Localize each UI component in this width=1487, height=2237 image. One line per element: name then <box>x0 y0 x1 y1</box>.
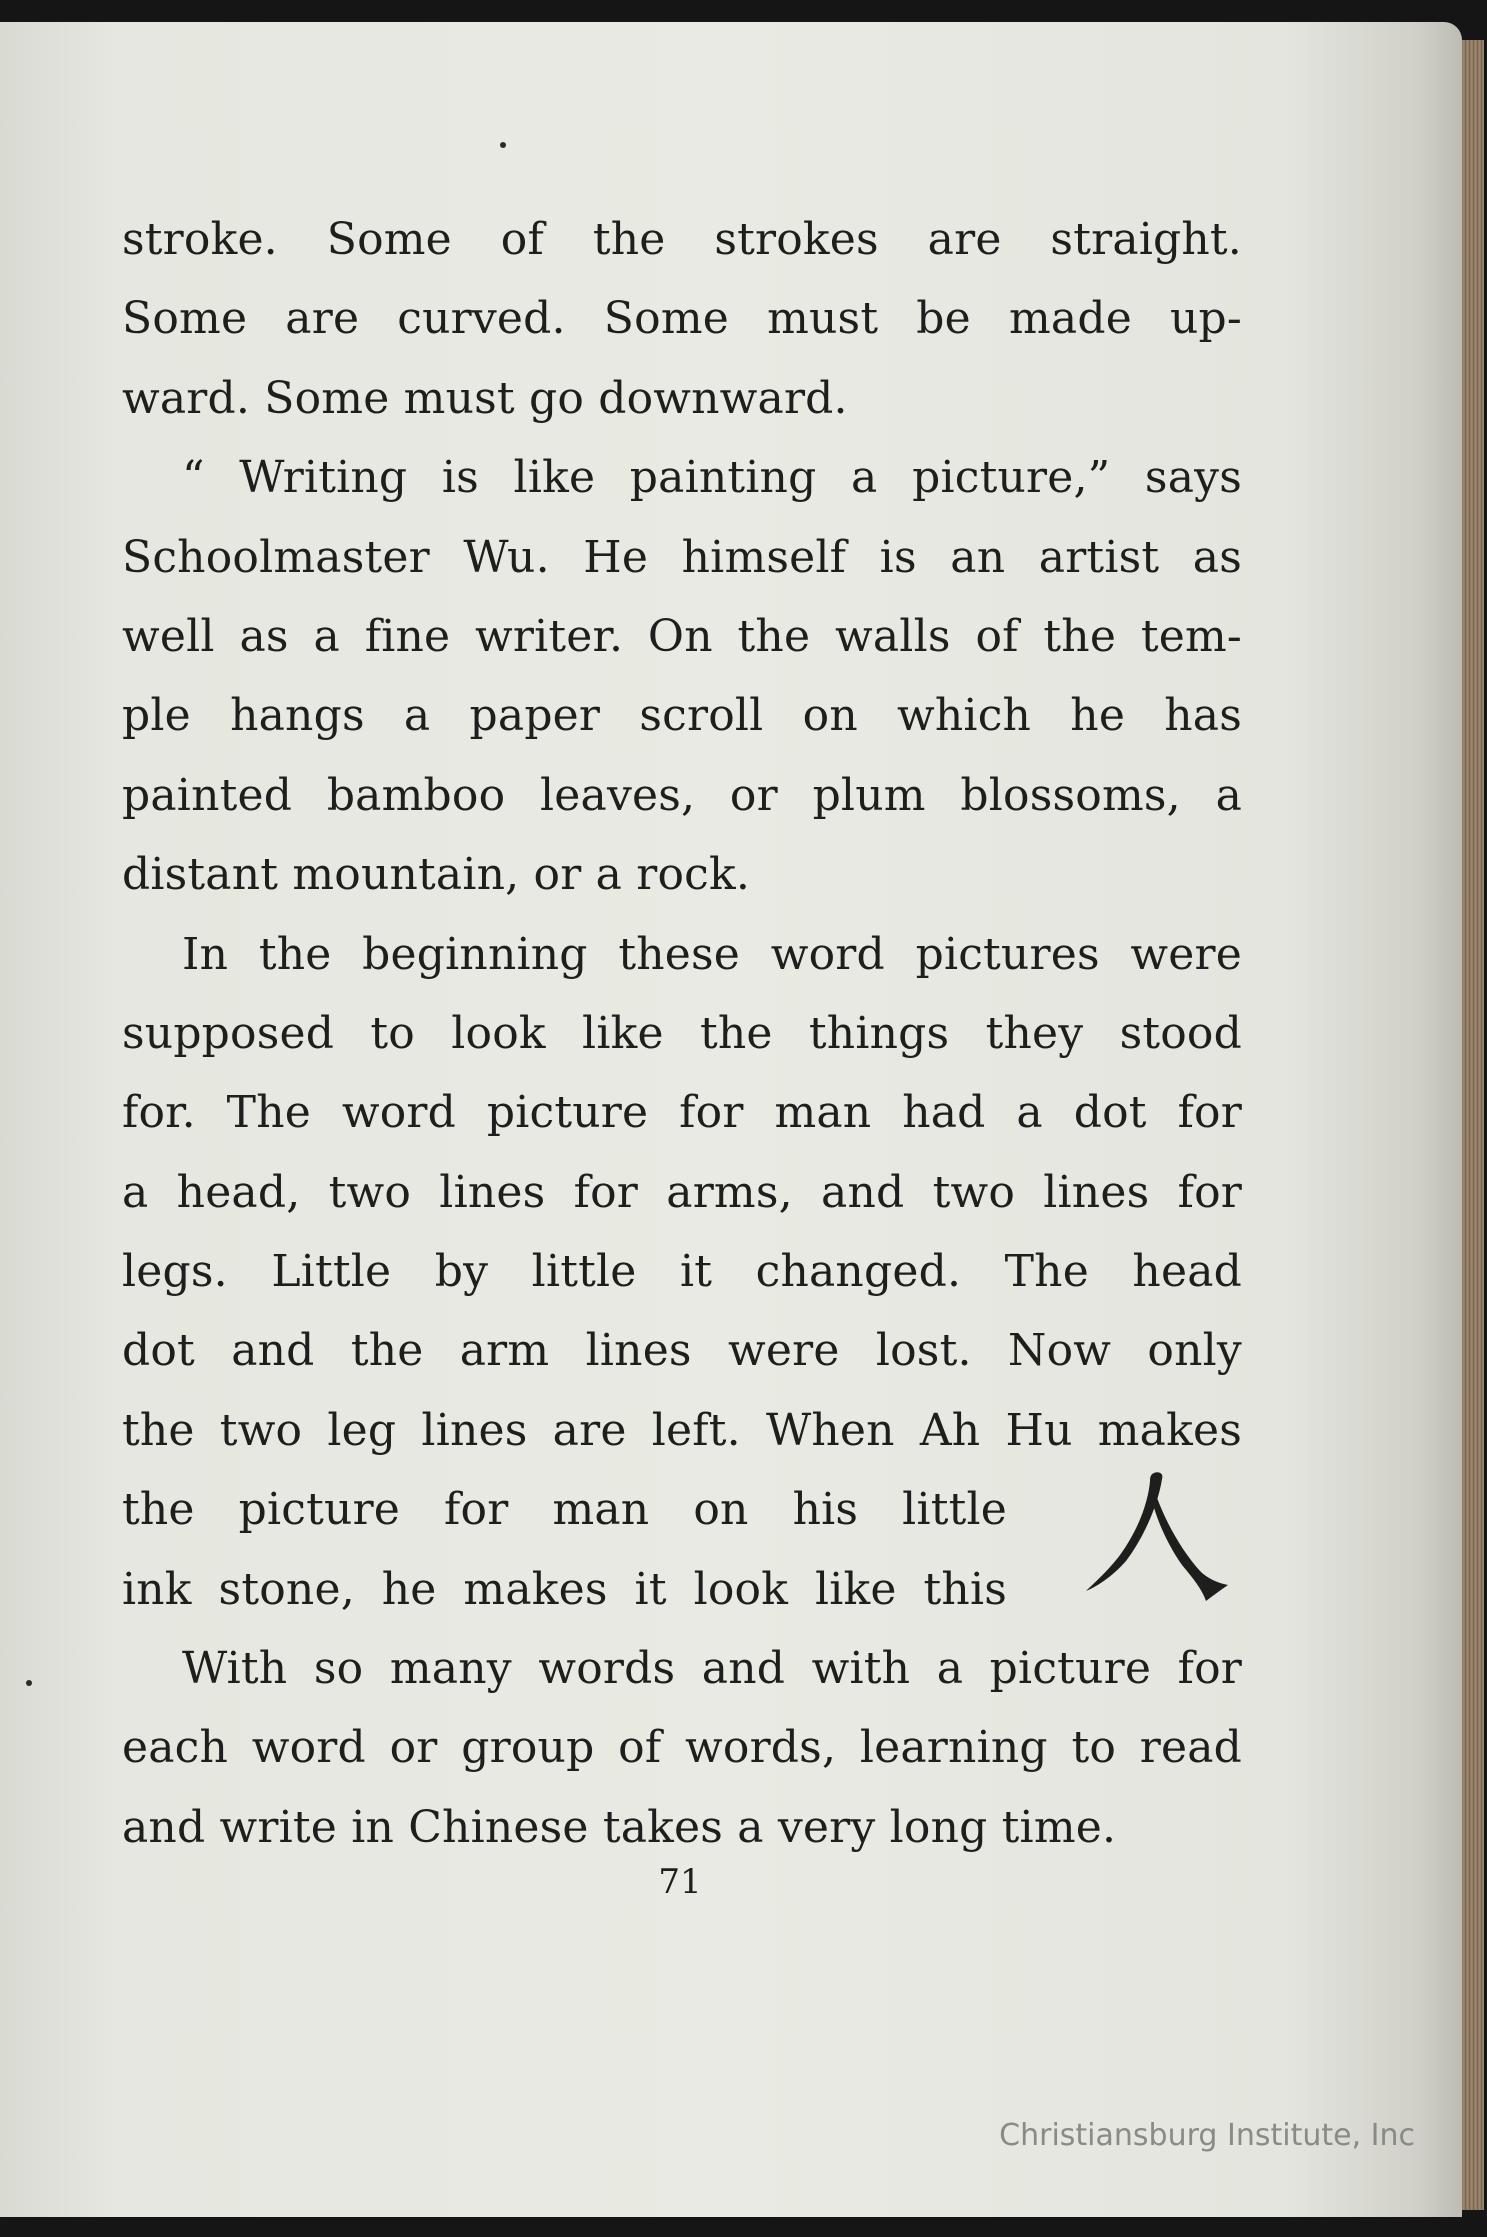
text-line: In the beginning these word pictures were <box>182 928 1242 980</box>
text-line: for. The word picture for man had a dot for <box>122 1087 1242 1139</box>
text-line: ward. Some must go downward. <box>122 372 848 424</box>
text-line: the picture for man on his little <box>122 1484 1007 1536</box>
text-line: stroke. Some of the strokes are straight. <box>122 214 1242 265</box>
text-line: and write in Chinese takes a very long time. <box>122 1801 1117 1853</box>
text-line: well as a fine writer. On the walls of the tem- <box>122 610 1242 662</box>
text-line: supposed to look like the things they stood <box>122 1007 1242 1059</box>
text-line: “ Writing is like painting a picture,” says <box>182 452 1242 504</box>
text-line: legs. Little by little it changed. The head <box>122 1246 1242 1298</box>
text-line: the two leg lines are left. When Ah Hu makes <box>122 1404 1242 1456</box>
paper-speck <box>26 1680 32 1686</box>
paper-speck <box>500 142 506 148</box>
text-line: ink stone, he makes it look like this <box>122 1563 1007 1615</box>
body-text <box>122 200 1242 1867</box>
text-line: a head, two lines for arms, and two lines for <box>122 1166 1242 1218</box>
chinese-character-ren-icon <box>1082 1465 1232 1605</box>
text-line: each word or group of words, learning to read <box>122 1722 1242 1774</box>
text-line: Some are curved. Some must be made up- <box>122 293 1242 345</box>
text-line: Schoolmaster Wu. He himself is an artist as <box>122 531 1242 583</box>
text-line: With so many words and with a picture for <box>182 1643 1242 1695</box>
text-line: painted bamboo leaves, or plum blossoms, a <box>122 769 1242 821</box>
page-edges <box>1462 40 1484 2210</box>
page-number: 71 <box>658 1862 702 1902</box>
text-line: ple hangs a paper scroll on which he has <box>122 690 1242 742</box>
text-line: dot and the arm lines were lost. Now only <box>122 1325 1242 1377</box>
watermark: Christiansburg Institute, Inc <box>999 2118 1415 2153</box>
text-line: distant mountain, or a rock. <box>122 849 751 901</box>
